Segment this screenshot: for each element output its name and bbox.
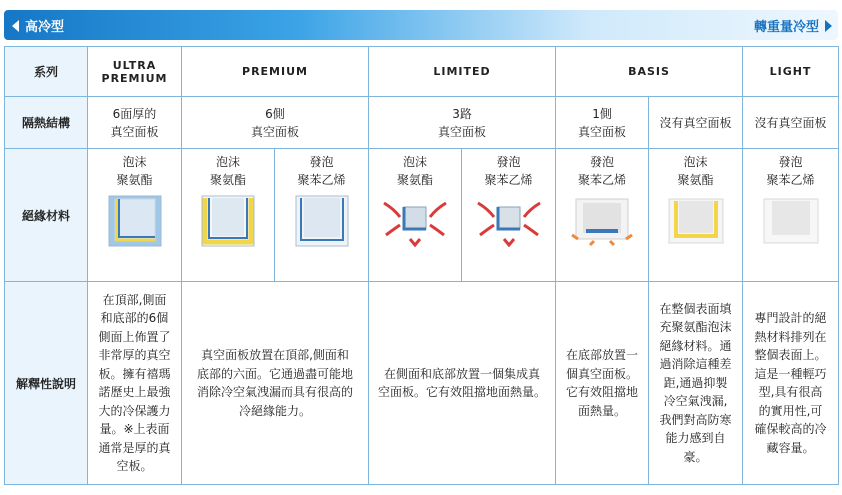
description-premium: 真空面板放置在頂部,側面和 底部的六面。它通過盡可能地 消除冷空氣洩漏而具有很高的 冷絕緣能力。 <box>182 282 369 485</box>
material-cell-3 <box>275 149 369 282</box>
material-cell-5 <box>462 149 556 282</box>
panel-arrows-icon <box>474 195 544 247</box>
insulation-row <box>5 97 839 149</box>
row-header-insulation: 隔熱結構 <box>5 97 88 149</box>
panel-arrows-icon <box>380 195 450 247</box>
insulation-light: 沒有真空面板 <box>743 97 839 149</box>
description-row <box>5 282 839 485</box>
arrow-right-icon <box>825 20 832 32</box>
material-label: 發泡 聚苯乙烯 <box>578 155 627 187</box>
description-limited: 在側面和底部放置一個集成真 空面板。它有效阻擋地面熱量。 <box>369 282 556 485</box>
series-premium: PREMIUM <box>182 47 369 97</box>
arrow-left-icon <box>12 20 19 32</box>
series-basis: BASIS <box>556 47 743 97</box>
insulation-limited: 3路 真空面板 <box>369 97 556 149</box>
series-limited: LIMITED <box>369 47 556 97</box>
pu-box-icon <box>108 195 162 247</box>
material-row <box>5 149 839 282</box>
row-header-description: 解釋性說明 <box>5 282 88 485</box>
material-cell-2 <box>182 149 275 282</box>
description-light: 專門設計的絕 熱材料排列在 整個表面上。 這是一種輕巧 型,具有很高 的實用性,可 確保較高的冷 藏容量。 <box>743 282 839 485</box>
eps-panel-icon <box>570 195 634 249</box>
spec-comparison-table <box>4 46 839 485</box>
pu-box-icon <box>201 195 255 247</box>
description-ultra-premium: 在頂部,側面 和底部的6個 側面上佈置了 非常厚的真空 板。擁有禧瑪 諾歷史上最強 大的冷保護力 量。※上表面 通常是厚的真 空板。 <box>88 282 182 485</box>
material-label: 泡沫 聚氨酯 <box>396 155 433 187</box>
description-basis-2: 在整個表面填 充聚氨酯泡沫 絕緣材料。通 過消除這種差 距,通過抑製 冷空氣洩漏, 我們對高防寒 能力感到自 豪。 <box>649 282 743 485</box>
material-label: 發泡 聚苯乙烯 <box>766 155 815 187</box>
insulation-basis-1: 1側 真空面板 <box>556 97 649 149</box>
category-header-bar <box>4 10 838 40</box>
series-row <box>5 47 839 97</box>
row-header-material: 絕緣材料 <box>5 149 88 282</box>
material-label: 泡沫 聚氨酯 <box>677 155 714 187</box>
row-header-series: 系列 <box>5 47 88 97</box>
pu-white-box-icon <box>667 195 725 247</box>
material-cell-8 <box>743 149 839 282</box>
next-category-label: 轉重量冷型 <box>753 20 819 35</box>
material-cell-6 <box>556 149 649 282</box>
white-box-icon <box>762 195 820 247</box>
eps-box-icon <box>295 195 349 247</box>
description-basis-1: 在底部放置一 個真空面板。 它有效阻擋地 面熱量。 <box>556 282 649 485</box>
series-ultra-premium: ULTRA PREMIUM <box>88 47 182 97</box>
material-cell-1 <box>88 149 182 282</box>
prev-category-link[interactable] <box>12 16 64 35</box>
material-label: 泡沫 聚氨酯 <box>116 155 153 187</box>
series-light: LIGHT <box>743 47 839 97</box>
material-cell-7 <box>649 149 743 282</box>
insulation-premium: 6側 真空面板 <box>182 97 369 149</box>
material-label: 發泡 聚苯乙烯 <box>484 155 533 187</box>
prev-category-label: 高冷型 <box>25 20 65 35</box>
material-cell-4 <box>369 149 462 282</box>
material-label: 發泡 聚苯乙烯 <box>297 155 346 187</box>
insulation-basis-2: 沒有真空面板 <box>649 97 743 149</box>
insulation-ultra-premium: 6面厚的 真空面板 <box>88 97 182 149</box>
next-category-link[interactable] <box>754 16 832 35</box>
material-label: 泡沫 聚氨酯 <box>209 155 246 187</box>
